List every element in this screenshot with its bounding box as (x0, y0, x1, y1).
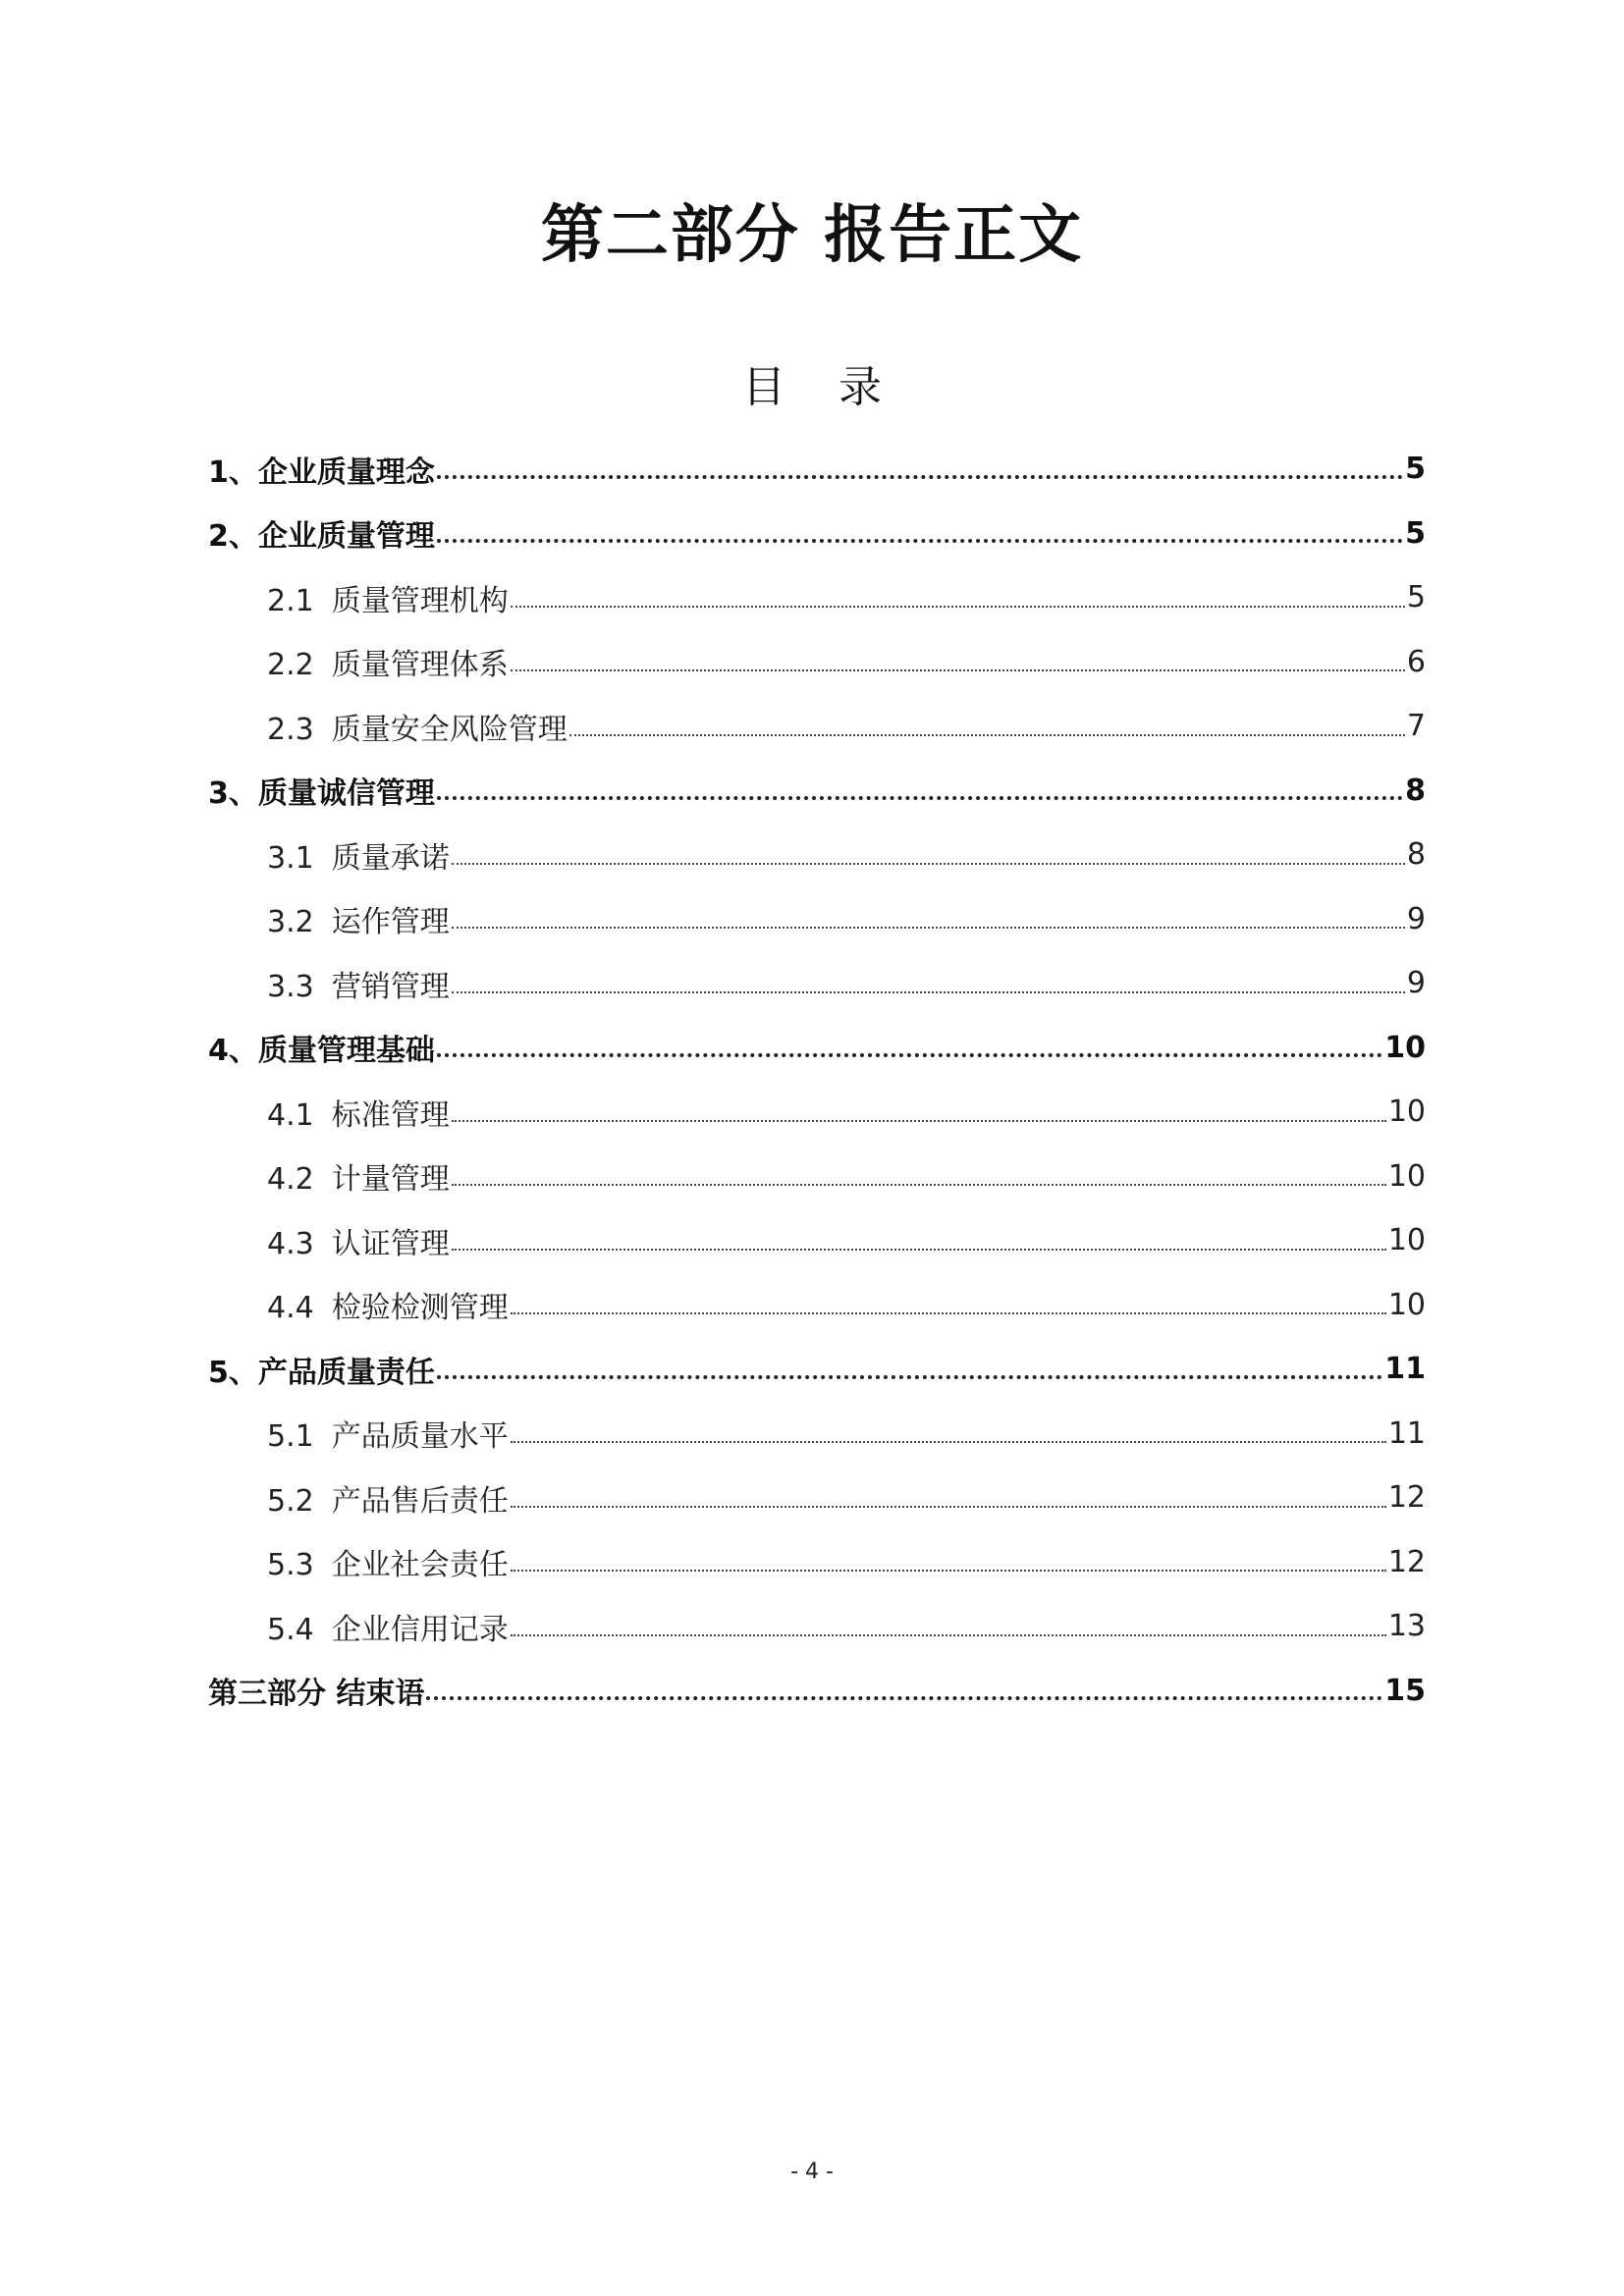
toc-dot-leader (426, 1677, 1382, 1704)
toc-entry-title: 第三部分 结束语 (208, 1677, 425, 1712)
toc-dot-leader (511, 584, 1405, 612)
toc-entry-title: 3、质量诚信管理 (208, 776, 435, 812)
toc-entry-number: 4.1 (267, 1097, 314, 1133)
toc-entry[interactable] (208, 1659, 1426, 1724)
toc-entry[interactable] (208, 1594, 1426, 1659)
toc-entry-number: 5.1 (267, 1419, 314, 1455)
toc-dot-leader (452, 841, 1405, 869)
toc-entry-title: 标准管理 (331, 1097, 450, 1133)
toc-entry-label (267, 1091, 452, 1134)
toc-entry[interactable] (208, 1208, 1426, 1273)
toc-entry-label (208, 1348, 437, 1391)
toc-entry-label (267, 962, 452, 1005)
toc-entry-number: 5.3 (267, 1548, 314, 1583)
toc-entry-title: 4、质量管理基础 (208, 1034, 435, 1069)
toc-entry-page: 8 (1406, 837, 1426, 873)
toc-dot-leader (511, 1291, 1386, 1318)
toc-entry-label (267, 576, 511, 619)
toc-dot-leader (452, 1227, 1386, 1255)
toc-entry-page: 7 (1406, 709, 1426, 744)
toc-entry-number: 2.3 (267, 712, 314, 747)
toc-entry-number: 3.3 (267, 969, 314, 1004)
toc-entry-title: 营销管理 (331, 969, 450, 1004)
toc-entry[interactable] (208, 887, 1426, 952)
toc-entry[interactable] (208, 759, 1426, 824)
toc-entry-number: 4.3 (267, 1226, 314, 1261)
table-of-contents (208, 437, 1426, 1723)
toc-entry-page: 5 (1405, 452, 1426, 487)
toc-entry-title: 1、企业质量理念 (208, 454, 435, 490)
toc-entry-page: 9 (1406, 901, 1426, 936)
toc-dot-leader (511, 1613, 1386, 1640)
toc-entry-label (267, 1605, 511, 1648)
toc-entry-title: 质量承诺 (331, 840, 450, 876)
toc-entry[interactable] (208, 1273, 1426, 1338)
toc-entry-page: 6 (1406, 644, 1426, 679)
toc-entry[interactable] (208, 630, 1426, 695)
toc-entry-number: 2.2 (267, 648, 314, 683)
page-number: - 4 - (790, 2160, 834, 2184)
toc-entry-page: 10 (1387, 1223, 1426, 1258)
toc-dot-leader (511, 1419, 1386, 1447)
toc-entry-label (267, 1476, 511, 1520)
toc-entry-label (267, 1219, 452, 1262)
toc-dot-leader (452, 1098, 1386, 1126)
toc-entry-page: 5 (1406, 580, 1426, 615)
toc-entry[interactable] (208, 823, 1426, 887)
toc-entry-label (208, 1026, 437, 1069)
toc-entry[interactable] (208, 1402, 1426, 1467)
toc-dot-leader (437, 1034, 1382, 1061)
toc-entry-label (267, 1412, 511, 1455)
toc-dot-leader (511, 648, 1405, 675)
toc-entry-label (267, 833, 452, 877)
toc-entry-page: 12 (1387, 1544, 1426, 1579)
toc-entry-number: 5.4 (267, 1612, 314, 1647)
toc-entry-page: 5 (1405, 515, 1426, 551)
toc-entry-label (267, 1154, 452, 1198)
toc-dot-leader (437, 519, 1403, 547)
toc-entry[interactable] (208, 1337, 1426, 1402)
toc-entry-label (267, 1540, 511, 1583)
toc-entry-label (208, 1669, 426, 1712)
toc-entry-title: 计量管理 (331, 1162, 450, 1198)
toc-entry[interactable] (208, 951, 1426, 1016)
toc-entry-number: 3.2 (267, 905, 314, 940)
toc-entry-label (267, 640, 511, 683)
toc-entry-page: 8 (1405, 773, 1426, 808)
toc-dot-leader (511, 1548, 1386, 1575)
toc-entry-label (208, 769, 437, 812)
toc-dot-leader (452, 1162, 1386, 1190)
toc-entry-label (267, 897, 452, 940)
toc-entry-number: 4.4 (267, 1291, 314, 1326)
toc-entry[interactable] (208, 1080, 1426, 1145)
toc-entry[interactable] (208, 1016, 1426, 1081)
toc-dot-leader (452, 905, 1405, 933)
toc-entry-number: 5.2 (267, 1483, 314, 1519)
toc-entry-title: 5、产品质量责任 (208, 1355, 435, 1390)
toc-entry-number: 4.2 (267, 1162, 314, 1198)
toc-entry-page: 15 (1384, 1673, 1426, 1708)
toc-dot-leader (437, 776, 1403, 804)
toc-entry-page: 10 (1387, 1287, 1426, 1322)
toc-entry-page: 11 (1384, 1352, 1426, 1387)
toc-entry-title: 质量管理机构 (331, 583, 509, 618)
page-title: 第二部分 报告正文 (540, 199, 1084, 272)
toc-dot-leader (452, 970, 1405, 997)
toc-entry[interactable] (208, 565, 1426, 630)
toc-dot-leader (569, 713, 1405, 740)
toc-entry-page: 10 (1387, 1158, 1426, 1194)
toc-entry[interactable] (208, 1530, 1426, 1595)
toc-entry[interactable] (208, 1145, 1426, 1209)
toc-entry-label (208, 511, 437, 555)
toc-entry-title: 2、企业质量管理 (208, 519, 435, 555)
toc-entry-page: 10 (1384, 1030, 1426, 1065)
toc-entry-label (267, 705, 569, 748)
toc-entry-number: 3.1 (267, 840, 314, 876)
toc-entry-page: 12 (1387, 1480, 1426, 1516)
toc-entry[interactable] (208, 502, 1426, 566)
toc-entry-number: 2.1 (267, 583, 314, 618)
toc-dot-leader (437, 455, 1403, 483)
toc-heading: 目 录 (742, 362, 882, 412)
toc-entry-title: 认证管理 (331, 1226, 450, 1261)
toc-entry-title: 质量安全风险管理 (331, 712, 568, 747)
toc-entry[interactable] (208, 1466, 1426, 1530)
toc-entry-title: 质量管理体系 (331, 648, 509, 683)
toc-entry[interactable] (208, 694, 1426, 759)
toc-dot-leader (437, 1356, 1382, 1383)
toc-entry-title: 运作管理 (331, 905, 450, 940)
toc-entry-page: 11 (1387, 1415, 1426, 1451)
toc-dot-leader (511, 1484, 1386, 1512)
toc-entry-title: 产品质量水平 (331, 1419, 509, 1455)
toc-entry-page: 13 (1387, 1609, 1426, 1644)
toc-entry-title: 企业社会责任 (331, 1548, 509, 1583)
toc-entry-page: 9 (1406, 966, 1426, 1001)
toc-entry[interactable] (208, 437, 1426, 502)
toc-entry-title: 企业信用记录 (331, 1612, 509, 1647)
toc-entry-label (267, 1283, 511, 1326)
toc-entry-page: 10 (1387, 1095, 1426, 1130)
toc-entry-label (208, 448, 437, 491)
toc-entry-title: 检验检测管理 (331, 1291, 509, 1326)
toc-entry-title: 产品售后责任 (331, 1483, 509, 1519)
